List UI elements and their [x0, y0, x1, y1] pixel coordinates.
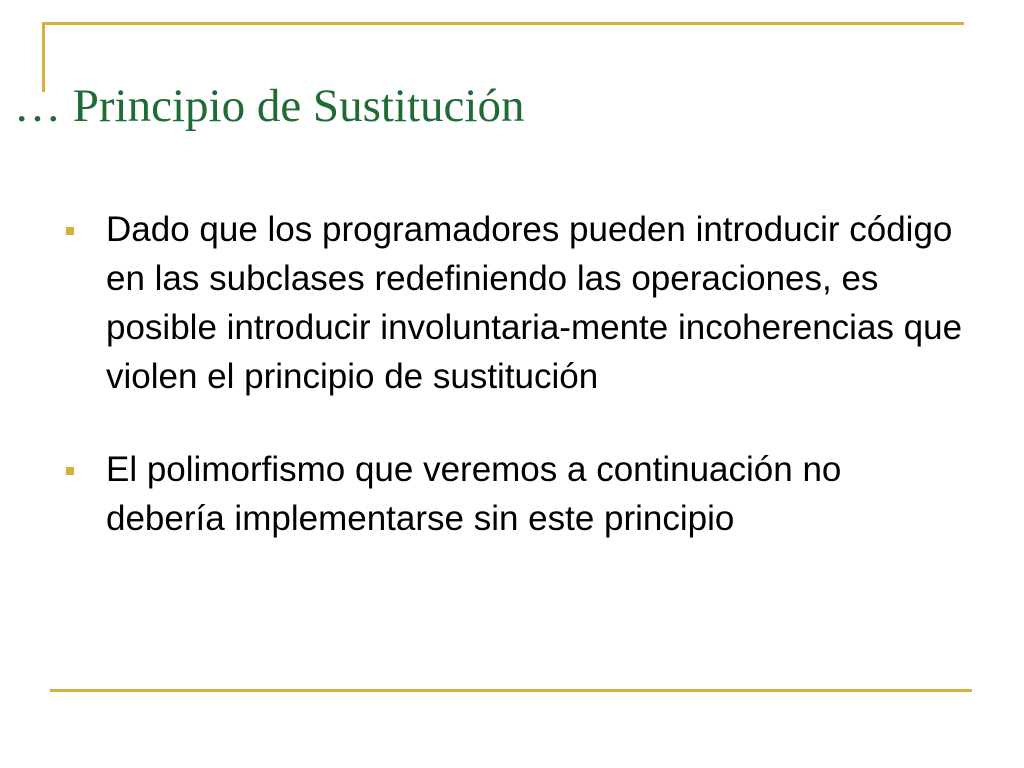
bottom-decorative-rule: [50, 689, 972, 692]
bullet-text: El polimorfismo que veremos a continuación no debería implementarse sin este principio: [106, 450, 842, 538]
bullet-text: Dado que los programadores pueden introducir código en las subclases redefiniendo las operaciones, es posible introducir involuntaria-mente incoherencias que violen el principio de sustitución: [106, 210, 963, 396]
slide-title: … Principio de Sustitución: [14, 80, 525, 132]
bullet-list: [62, 205, 982, 587]
square-bullet-icon: [66, 467, 74, 475]
square-bullet-icon: [66, 227, 74, 235]
bullet-item: [62, 205, 982, 401]
top-decorative-rule: [42, 22, 964, 25]
bullet-item: [62, 445, 982, 543]
